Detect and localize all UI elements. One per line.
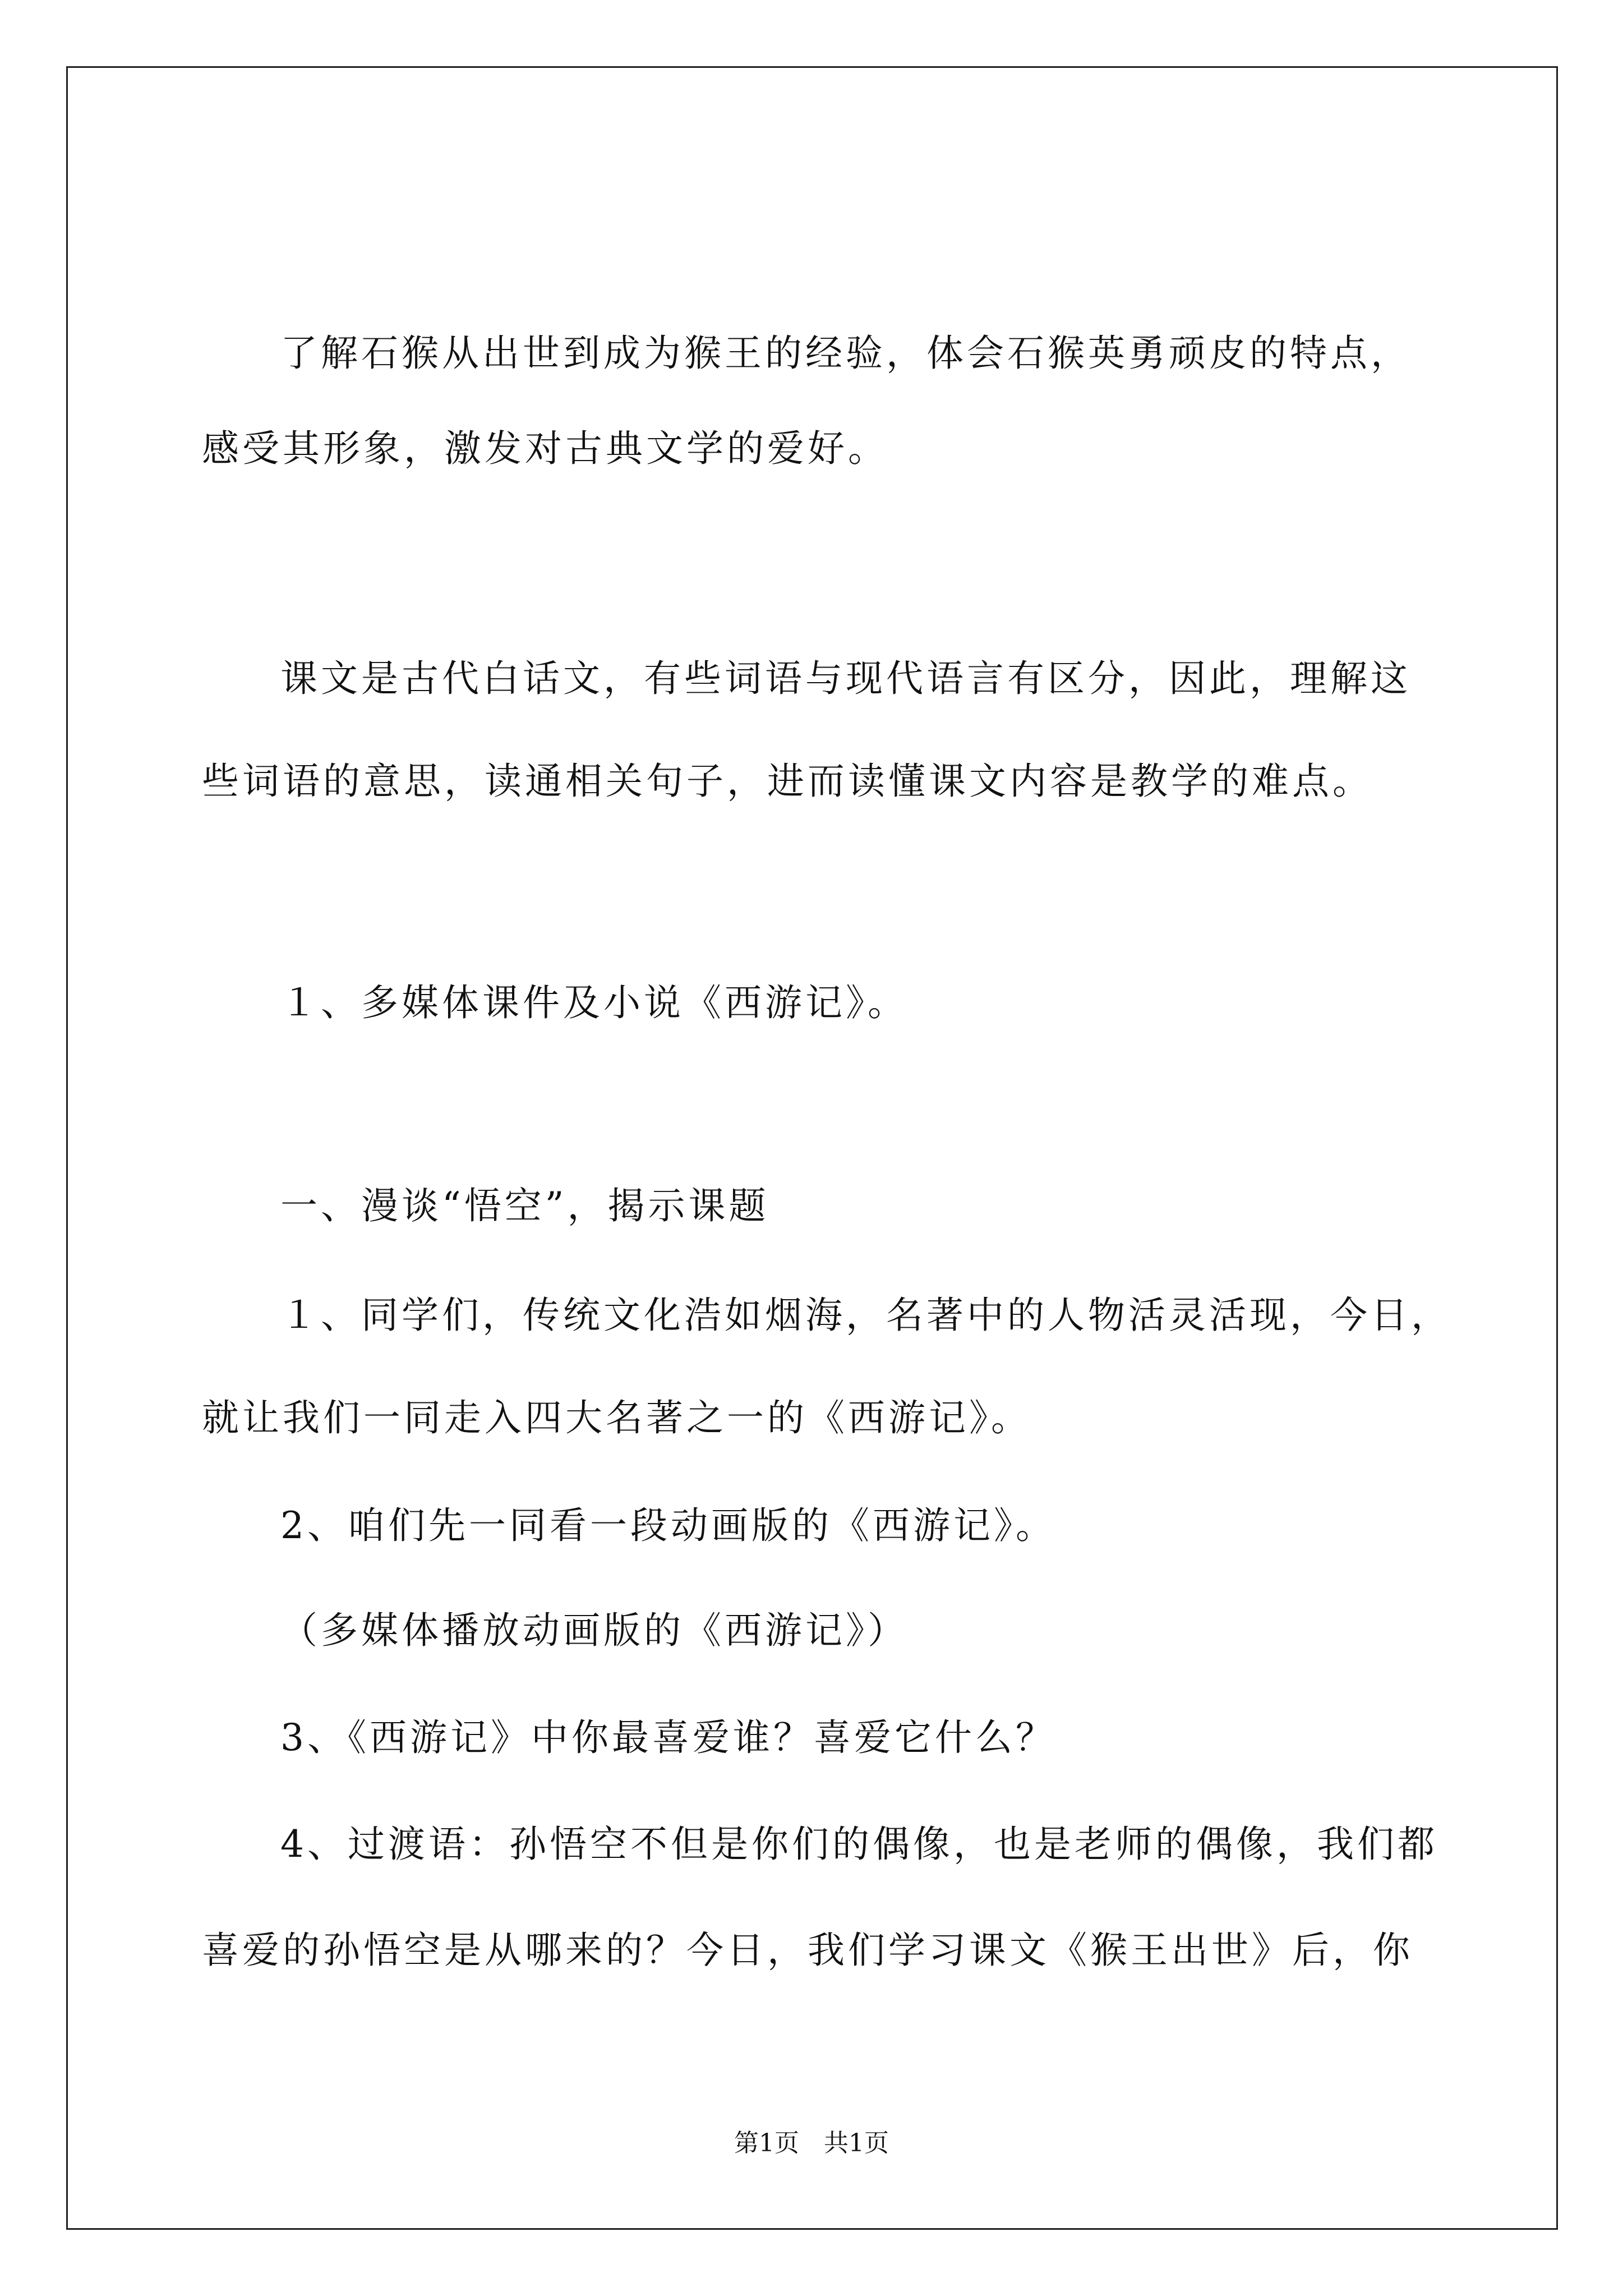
paragraph-2-line-2: 些词语的意思，读通相关句子，进而读懂课文内容是教学的难点。 (202, 760, 1373, 803)
materials-line: １、多媒体课件及小说《西游记》。 (280, 981, 908, 1024)
step-3-line: 3、《西游记》中你最喜爱谁？喜爱它什么？ (280, 1716, 1056, 1759)
page-footer: 第1页 共1页 (734, 2129, 889, 2157)
paragraph-1-line-2: 感受其形象，激发对古典文学的爱好。 (202, 427, 888, 470)
step-4-line-1: 4、过渡语：孙悟空不但是你们的偶像，也是老师的偶像，我们都 (280, 1823, 1438, 1866)
step-1-line-2: 就让我们一同走入四大名著之一的《西游记》。 (202, 1396, 1031, 1439)
section-heading: 一、漫谈“悟空”，揭示课题 (280, 1184, 769, 1227)
page-border (66, 66, 1558, 2230)
paragraph-2-line-1: 课文是古代白话文，有些词语与现代语言有区分，因此，理解这 (280, 657, 1411, 700)
paragraph-1-line-1: 了解石猴从出世到成为猴王的经验，体会石猴英勇顽皮的特点， (280, 332, 1411, 375)
step-1-line-1: １、同学们，传统文化浩如烟海，名著中的人物活灵活现，今日， (280, 1294, 1451, 1337)
step-4-line-2: 喜爱的孙悟空是从哪来的？今日，我们学习课文《猴王出世》后，你 (202, 1929, 1413, 1972)
step-2-line: 2、咱们先一同看一段动画版的《西游记》。 (280, 1504, 1056, 1547)
step-2-note: （多媒体播放动画版的《西游记》） (280, 1609, 908, 1652)
